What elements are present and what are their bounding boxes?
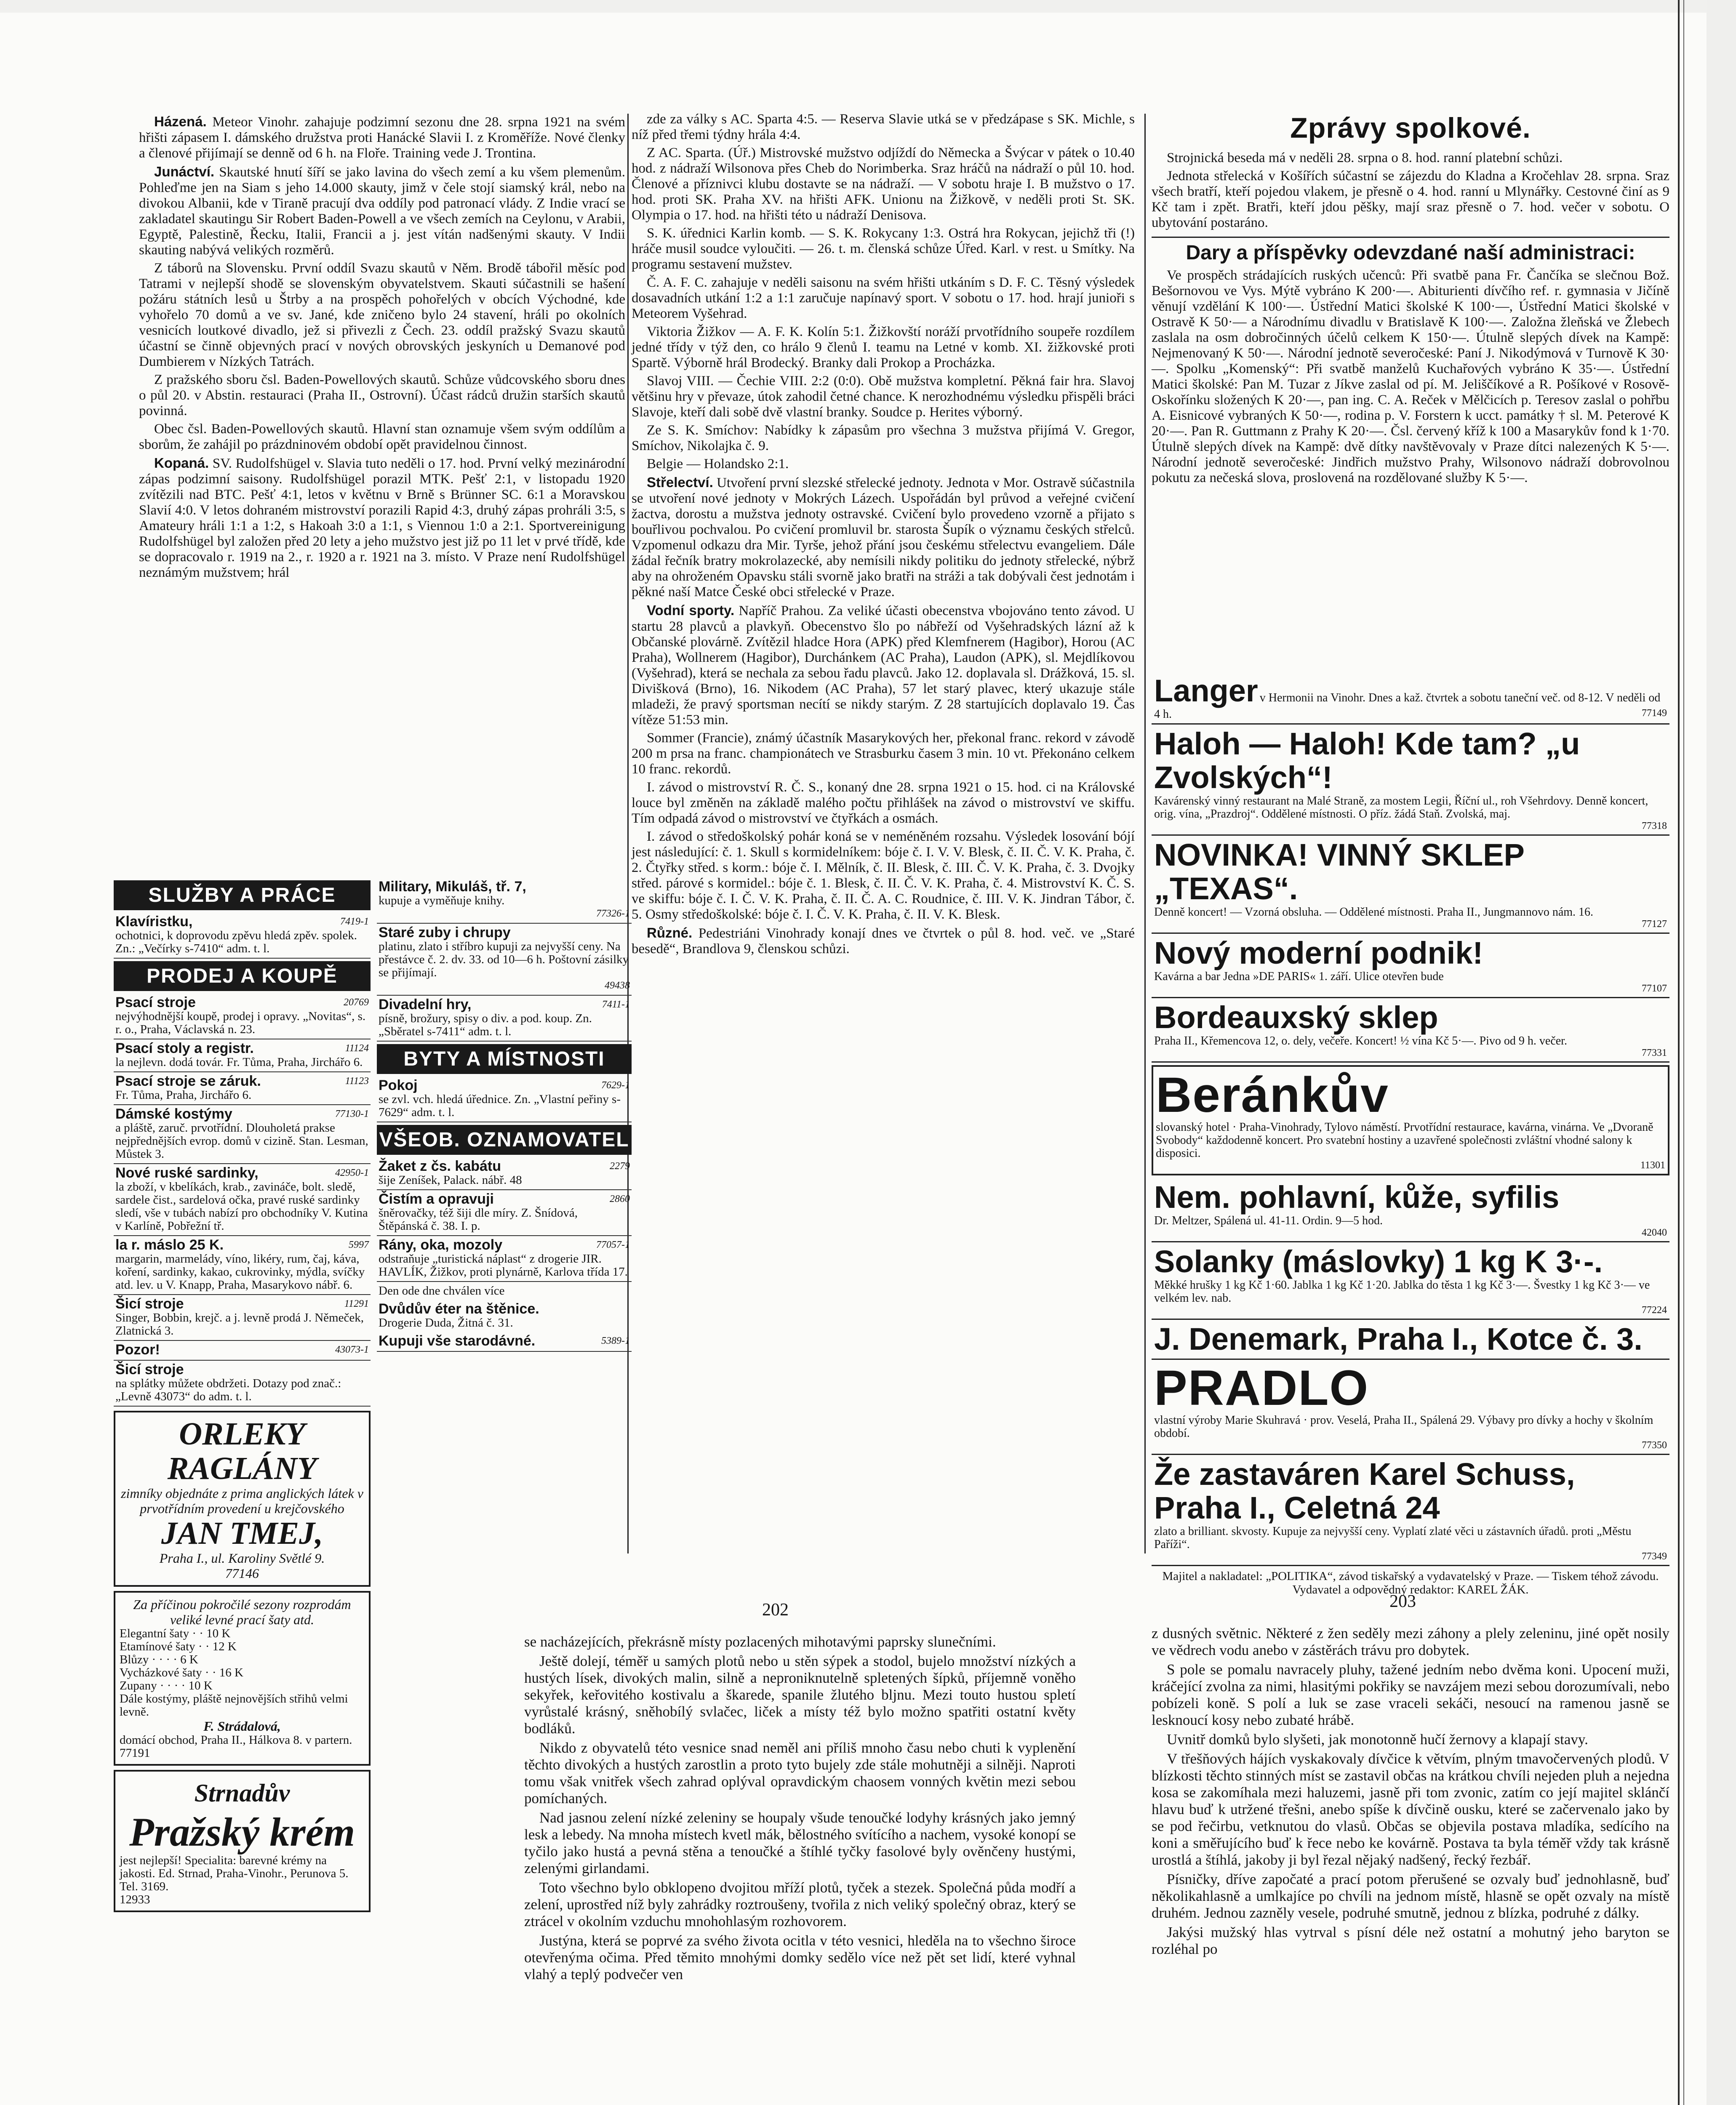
classified-ad: la r. máslo 25 K. 5997 margarin, marmelády, víno, likéry, rum, čaj, káva, koření, sardinky, kakao, cukrovinky, mýdla, svíčky atd. lev. u V. Knapp, Praha, Masarykovo nábř. 6. [114, 1236, 371, 1295]
article-strelectvi: Střelectví. Utvoření první slezské střelecké jednoty. Jednota v Mor. Ostravě súčastnila se utvoření nové jednoty v Mokrých Lázech. Uspořádán byl průvod a veřejné cvičení žactva, dorostu a mužstva jednoty ostravské. Cvičení bylo provedeno vzorně a přijato s bouřlivou pochvalou. Po cvičení promluvil br. starosta Šupík o významu českých střelců. Vzpomenul odkazu dra Mir. Tyrše, jehož přání jsou českému střelectvu evangeliem. Dále žádal řečník bratry mokrolazecké, aby nemísili nikdy politiku do jednoty střelecké, nýbrž aby na ohroženém Opavsku stáli svorně jako bratři na stráži a tak dobývali čest jednotám i pěkné naší Matce České obci střelecké v Praze. [632, 474, 1135, 600]
ad-nem-pohlavni: Nem. pohlavní, kůže, syfilis Dr. Meltzer, Spálená ul. 41-11. Ordin. 9—5 hod. 42040 [1152, 1178, 1669, 1242]
banner-vseob-oznamovatel: VŠEOB. OZNAMOVATEL [377, 1125, 632, 1155]
fold-line-shadow [1683, 0, 1684, 2105]
classified-ad: Psací stoly a registr. 11124 la nejlevn. dodá továr. Fr. Tůma, Praha, Jirchářo 6. [114, 1039, 371, 1072]
section-title-zpravy-spolkove: Zprávy spolkové. [1290, 112, 1531, 144]
article-sparta-reserva: zde za války s AC. Sparta 4:5. — Reserva Slavie utká se v předzápase s SK. Michle, s níž před třemi týdny hrála 4:4. [632, 112, 1135, 142]
scan-edge-right [1707, 0, 1736, 2105]
article-tabory: Z táborů na Slovensku. První oddíl Svazu skautů v Něm. Brodě tábořil měsíc pod Tatrami v nejlepší shodě se slovenským obyvatelstvem. Skauti súčastnili se hašení požáru státních lesů u Štrby a na prospěch pohořelých v obcích Východné, kde vyhořelo 70 domů a ve sv. Jané, kde zničeno bylo 24 stavení, hráli po okolních vesnicích loutkové divadlo, jež si přivezli z Čech. 23. oddíl pražský Svazu skautů účastní se činně objevných prací v nových obrovských jeskyních u Demanové pod Dumbierem v Nízkých Tatrách. [139, 261, 625, 369]
classified-ad: Psací stroje 20769 nejvýhodnější koupě, prodej i opravy. „Novitas“, s. r. o., Praha, Václavská n. 23. [114, 994, 371, 1039]
novel-paragraph: Ještě dolejí, téměř u samých plotů nebo u stěn sýpek a stodol, bujelo množství nízkých a hustých lísek, divokých malin, silně a neproniknutelně spletených šípků, příjemně voněho sekyřek, keřovitého kostivalu a škarede, spanile žlutého bljnu. Mezi touto hustou spletí vyrůstalé krásný, sněhobílý svlačec, liček a místy též bylo možno spatřiti ostatní květy bodláků. [524, 1653, 1076, 1737]
article-kopana: Kopaná. SV. Rudolfshügel v. Slavia tuto neděli o 17. hod. První velký mezinárodní zápas podzimní saisony. Rudolfshügel porazil MTK. Pešť 2:1, v listopadu 1920 zvítězili nad BTC. Pešť 4:1, letos v květnu v Brně s Brünner SC. 6:1 a Moravskou Slavií 4:0. V letos dohraném mistrovství porazili Rapid 4:3, druhý zápas prohráli 3:5, s Amateury hráli 1:1 a 1:2, s Hakoah 3:0 a 1:1, s Viennou 1:0 a 2:1. Sportvereinigung Rudolfshügel byl založen před 20 lety a jeho mužstvo jest již po 11 let v prvé třídě, kde se dopracovalo r. 1919 na 2., r. 1920 a r. 1921 na 3. místo. V Praze není Rudolfshügel neznámým mužstvem; hrál [139, 455, 626, 580]
novel-paragraph: Jakýsi mužský hlas vytrval s písní déle než ostatní a mohutný jeho baryton se rozléhal po [1152, 1924, 1669, 1957]
classified-ad: Military, Mikuláš, tř. 7, kupuje a vyměňuje knihy. 77326-1 [377, 878, 632, 924]
classified-ad: Dámské kostýmy 77130-1 a pláště, zaruč. prvotřídní. Dlouholetá prakse nejpřednějších evrop. domů v cizině. Stan. Lesman, Můstek 3. [114, 1105, 371, 1164]
ad-novy-podnik: Nový moderní podnik! Kavárna a bar Jedna »DE PARIS« 1. září. Ulice otevřen bude 77107 [1152, 934, 1669, 998]
article-ac-sparta: Z AC. Sparta. (Úř.) Mistrovské mužstvo odjíždí do Německa a Švýcar v pátek o 10.40 hod. z nádraží Wilsonova přes Cheb do Norimberka. Sraz hráčů na nádraží o půl 10. hod. Členové a příznivci klubu dostavte se na nádraží. — V sobotu hraje I. B mužstvo o 17. hod. proti SK. Praha XV. na hřišti AFK. Unionu na Žižkově, v neděli proti St. SK. Olympia o 17. hod. na hřišti této u nádraží Denisova. [632, 145, 1135, 223]
club-item: Strojnická beseda má v neděli 28. srpna o 8. hod. ranní platební schůzi. [1167, 150, 1563, 165]
article-hazena: Házená. Meteor Vinohr. zahajuje podzimní sezonu dne 28. srpna 1921 na svém hřišti zápasem I. dámského družstva proti Hanácké Slavii I. z Kroměříže. Nové členky a členové přijímají se denně od 6 h. na Floře. Training vede J. Trontina. [139, 114, 626, 161]
column-sports-1 [139, 114, 625, 871]
ad-bordeauxsky-sklep: Bordeauxský sklep Praha II., Křemencova 12, o. dely, večeře. Koncert! ½ vína Kč 5·—. Pivo od 9 h. večer. 77331 [1152, 998, 1669, 1063]
scan-edge-top [0, 0, 1736, 13]
column-club-news [1152, 112, 1669, 667]
display-ads-column [1152, 671, 1669, 1596]
novel-paragraph: Uvnitř domků bylo slyšeti, jak monotonně hučí žernovy a klapají stavy. [1167, 1731, 1588, 1748]
classified-ad: Den ode dne chválen více [379, 1284, 505, 1298]
novel-paragraph: Toto všechno bylo obklopeno dvojitou mříží plotů, tyček a stezek. Společná půda modří a zelení, uprostřed níž byly zahrádky roztroušeny, tvořila z nich veliký společný obraz, který se ztrácel v okolním vzduchu mnohohlasým rozhovorem. [524, 1879, 1076, 1929]
ad-langer: Langer v Hermonii na Vinohr. Dnes a kaž. čtvrtek a sobotu taneční več. od 8-12. V neděli od 4 h. 77149 [1152, 671, 1669, 725]
novel-paragraph: Justýna, která se poprvé za svého života ocitla v této vesnici, hleděla na to všechno široce otevřenýma očima. Před těmito mnohými domky sedělo více než pět set lidí, které vyhnal vlahý a teplý podvečer ven [524, 1932, 1076, 1982]
column-sports-2 [632, 112, 1135, 1551]
article-sk-smichov: Ze S. K. Smíchov: Nabídky k zápasům pro všechna 3 mužstva přijímá V. Gregor, Smíchov, Nikolajka č. 9. [632, 423, 1135, 453]
banner-byty-a-mistnosti: BYTY A MÍSTNOSTI [377, 1044, 632, 1074]
article-stredoskolsky-pohar: I. závod o středoškolský pohár koná se v neméněném rozsahu. Výsledek losování bójí jest následující: č. 1. Skull s kormidelníkem: bóje č. I. V. V. Blesk, č. II. Č. V. K. Praha, č. 2. Čtyřky střed. s korm.: bóje č. I. Mělník, č. II. Blesk, č. III. Č. V. K. Praha, č. 3. Dvojky střed. párové s kormidel.: bóje č. 1. Blesk, č. II. Č. V. K. Praha, č. 4. Mistrovství K. Č. S. ve skiffu: bóje č. I. Č. V. K. Praha, č. II. Č. A. C. Roudnice, č. III. V. K. Jindran Tábor, č. 5. Osmy středoškolské: bóje č. I. Č. V. K. Praha, č. II. V. K. Blesk. [632, 829, 1135, 922]
article-prazsky-sbor: Z pražského sboru čsl. Baden-Powellových skautů. Schůze vůdcovského sboru dnes o půl 20. v Abstin. restauraci (Praha II., Ostrovní). Účast rádců družin starších skautů povinná. [139, 372, 625, 418]
ad-berankuv: Beránkův slovanský hotel · Praha-Vinohrady, Tylovo náměstí. Prvotřídní restaurace, kavárna, vinárna. Ve „Dvoraně Svobody“ každodenně koncert. Pro svatební hostiny a uzavřené společnosti zvláštní vhodné salony k disposici. 11301 [1152, 1065, 1669, 1175]
article-zavod-mistrovstvi: I. závod o mistrovství R. Č. S., konaný dne 28. srpna 1921 o 15. hod. ci na Královské louce byl změněn na základě malého počtu přihlášek na závod o mistrovství ve skiffu. Tím odpadá závod o mistrovství ve čtyřkách a osmách. [632, 780, 1135, 826]
classified-ad: Čistím a opravuji 2860 šněrovačky, též šiji dle míry. Z. Šnídová, Štěpánská č. 38. I. p. [377, 1190, 632, 1236]
classified-ads-column-a [114, 878, 371, 2105]
ad-texas: NOVINKA! VINNÝ SKLEP „TEXAS“. Denně koncert! — Vzorná obsluha. — Oddělené místnosti. Praha II., Jungmannovo nám. 16. 77127 [1152, 836, 1669, 934]
novel-text-left [524, 1633, 1076, 2105]
classified-ad: Klavíristku, 7419-1 ochotnici, k doprovodu zpěvu hledá zpěv. spolek. Zn.: „Večírky s-7410“ adm. t. l. [114, 913, 371, 959]
novel-paragraph: V třešňových hájích vyskakovaly dívčice k větvím, plným tmavočervených plodů. V blízkosti těchto stinných míst se zastavil občas na krátkou chvíli nejeden pluh a nejedna kosa se zakomíhala mezi haluzemi, jasně při tom zvonic, zatím co její majitel sklánčí hlavu buď k utržené třešni, anebo spíše k dívčině ousku, které se začervenalo jako by se pod řečirbu, vetknutou do vlasů. Občas se objevila postava mladíka, sedícího na koni a směřujícího buď k řece nebo ke kovárně. Postava ta byla téměř vždy tak krásně urostlá a štíhlá, jakoby ji byl řezal nějaký nadšený, řecký řezbář. [1152, 1751, 1669, 1868]
article-sommer: Sommer (Francie), známý účastník Masarykových her, překonal franc. rekord v závodě 200 m prsa na franc. championátech ve Strasburku časem 3 min. 10 vt. Překonáno celkem 10 franc. rekordů. [632, 730, 1135, 777]
article-cafc: Č. A. F. C. zahajuje v neděli saisonu na svém hřišti utkáním s D. F. C. Těsný výsledek dosavadních utkání 1:2 a 1:1 zaručuje napínavý sport. V sobotu o 17. hod. hrají junioři s Meteorem Vyšehrad. [632, 275, 1135, 321]
classified-ad: Šicí stroje 11291 Singer, Bobbin, krejč. a j. levně prodá J. Němeček, Zlatnická 3. [114, 1295, 371, 1341]
novel-paragraph: Nad jasnou zelení nízké zeleniny se houpaly všude tenoučké lodyhy krásných jako jemný lesk a lebedy. Na mnoha místech kvetl mák, bělostného svítícího a nachem, vysoké konopí se tyčilo jako hustá a pevná stěna a tenoučké a štíhlé tyčky fasolové byly ověnčeny hustými, zelenými girlandami. [524, 1809, 1076, 1876]
page-number-left: 202 [762, 1600, 789, 1620]
publisher-imprint: Majitel a nakladatel: „POLITIKA“, závod tiskařský a vydavatelský v Praze. — Tiskem téhož závodu. Vydavatel a odpovědný redaktor: KAREL ŽÁK. [1162, 1569, 1659, 1596]
classified-ad: Dvůdův éter na štěnice. Drogerie Duda, Žitná č. 31. [379, 1301, 539, 1330]
article-slavoj: Slavoj VIII. — Čechie VIII. 2:2 (0:0). Obě mužstva kompletní. Pěkná fair hra. Slavoj většinu hry v převaze, útok zahodil četné chance. K nerozhodnému výsledku přispěli bráci Slavoje, kteří dali sobě dvě vlastní branky. Soudce p. Herites výborný. [632, 373, 1135, 420]
classified-ad: Rány, oka, mozoly 77057-1 odstraňuje „turistická náplast“ z drogerie JIR. HAVLÍK, Žižkov, proti plynárně, Karlova třída 17. [377, 1236, 632, 1282]
novel-paragraph: S pole se pomalu navracely pluhy, tažené jedním nebo dvěma koni. Upocení muži, kráčející zvolna za nimi, hlasitými pokřiky se navzájem mezi sebou dorozumívali, nebo pobízeli koně. S polí a luk se zase vraceli sekáči, nesoucí na ramenou jasně se lesknoucí kosy nebo zubaté hrábě. [1152, 1661, 1669, 1728]
novel-text-right [1152, 1625, 1669, 2105]
article-belgie: Belgie — Holandsko 2:1. [647, 456, 789, 472]
classified-ad: Psací stroje se záruk. 11123 Fr. Tůma, Praha, Jirchářo 6. [114, 1072, 371, 1105]
ad-strnaduv-krem: Strnadův Pražský krém jest nejlepší! Specialita: barevné krémy na jakosti. Ed. Strnad, Praha-Vinohr., Perunova 5. Tel. 3169. 12933 [114, 1770, 371, 1912]
ad-stradalova: Za příčinou pokročilé sezony rozprodám veliké levné prací šaty atd. Elegantní šaty · · 10 K Etamínové šaty · · 12 K Blůzy · · · · 6 K Vycházkové šaty · · 16 K Zupany · · · · 10 K Dále kostýmy, pláště nejnovějších střihů velmi levně. F. Strádalová, domácí obchod, Praha II., Hálkova 8. v partern. 77191 [114, 1591, 371, 1766]
club-item: Jednota střelecká v Košířích súčastní se zájezdu do Kladna a Kročehlav 28. srpna. Sraz všech bratří, kteří pojedou vlakem, je přesně o 4. hod. ranní u Mlynářky. Cestovné činí as 9 Kč tam i zpět. Bratři, kteří jdou pěšky, mají sraz přesně o 7. hod. večer v sobotu. O ubytování postaráno. [1152, 168, 1669, 230]
classified-ad: Pozor! 43073-1 [114, 1341, 371, 1361]
novel-paragraph: z dusných světnic. Některé z žen seděly mezi záhony a plely zeleninu, jiné opět nosily ve vědrech vodu anebo v zástěrách trávu pro dobytek. [1152, 1625, 1669, 1658]
ad-orleky-raglany: ORLEKY RAGLÁNY zimníky objednáte z prima anglických látek v prvotřídním provedení u krejčovského JAN TMEJ, Praha I., ul. Karoliny Světlé 9. 77146 [114, 1411, 371, 1587]
classified-ads-column-b [377, 878, 632, 1606]
classified-ad: Divadelní hry, 7411-1 písně, brožury, spisy o div. a pod. koup. Zn. „Sběratel s-7411“ adm. t. l. [377, 996, 632, 1042]
banner-prodej-a-koupe: PRODEJ A KOUPĚ [114, 961, 371, 991]
article-vodni-sporty: Vodní sporty. Napříč Prahou. Za veliké účasti obecenstva vbojováno tento závod. U startu 28 plavců a plavkyň. Obecenstvo šlo po nábřeží od Vyšehradských lázní až k Občanské plovárně. Zvítězil hladce Hora (APK) před Klemfnerem (Hagibor), Horou (AC Praha), Wollnerem (Hagibor), Durchánkem (AC Praha), Laudon (APK), sl. Mejdlíkovou (Vyšehrad), která se nechala za sebou řadu plavců. Jako 12. doplavala sl. Drážková, 15. sl. Divišková (Brno), 16. Nikodem (AC Praha), 57 let starý plavec, který ukazuje stále mladeži, že pravý sportsman necítí se nikdy starým. Z 28 startujících doplavalo 19. Čas vítěze 51:53 min. [632, 602, 1135, 727]
fold-line [1678, 0, 1680, 2105]
article-ruzne: Různé. Pedestriáni Vinohrady konají dnes ve čtvrtek o půl 8. hod. več. ve „Staré besedě“, Brandlova 9, členskou schůzi. [632, 925, 1135, 957]
article-junactvi: Junáctví. Skautské hnutí šíří se jako lavina do všech zemí a ku všem plemenům. Pohleďme jen na Siam s jeho 14.000 skauty, jimž v čele stojí siamský král, nebo na divokou Albanii, kde v Tiraně pracují dva oddíly pod patronací vlády. Z Indie vrací se zakladatel skautingu Sir Robert Baden-Powell a ve všech zemích na Ceylonu, v Arabii, Egyptě, Palestině, Řecku, Italii, Francii a j. jest vítán nadšenými skauty. V Indii skauting nabývá velikých rozměrů. [139, 164, 625, 258]
ad-pradlo: PRADLO vlastní výroby Marie Skuhravá · prov. Veselá, Praha II., Spálená 29. Výbavy pro dívky a hochy v školním období. 77350 [1152, 1360, 1669, 1455]
classified-ad: Staré zuby i chrupy platinu, zlato i stříbro kupuji za nejvyšší ceny. Na přestávce č. 2. dv. 33. od 10—6 h. Poštovní zásilky se přijímají. 49438 [377, 924, 632, 996]
classified-ad: Nové ruské sardinky, 42950-1 la zboží, v kbelíkách, krab., zavináče, bolt. sledě, sardele čist., sardelová očka, pravé ruské sardinky sledí, vše v tubách nabízí pro obchodníky V. Kutina v Karlíně, Pobřežní tř. [114, 1164, 371, 1236]
novel-paragraph: Nikdo z obyvatelů této vesnice snad neměl ani příliš mnoho času nebo chuti k vyplenění těchto divokých a hustých zarostlin a proto tyto bujely zde stále mohutněji a silněji. Naproti tomu však vnitřek všech zahrad oplýval opravdickým chaosem vonných květin mezi sebou pomíchaných. [524, 1740, 1076, 1807]
column-rule [1144, 114, 1146, 1553]
article-obec-skautu: Obec čsl. Baden-Powellových skautů. Hlavní stan oznamuje všem svým oddílům a sborům, že zahájil po prázdninovém období opět pravidelnou činnost. [139, 421, 625, 452]
article-viktoria-zizkov: Viktoria Žižkov — A. F. K. Kolín 5:1. Žižkovští noráží prvotřídního soupeře rozdílem jedné třídy v týž den, co hrálo 9 členů I. teamu na Letné v komb. XI. žižkovské proti Spartě. Výborně hrál Brodecký. Branky dali Prokop a Procházka. [632, 324, 1135, 370]
section-title-dary: Dary a příspěvky odevzdané naší administraci: [1152, 237, 1669, 264]
ad-zvolskych: Haloh — Haloh! Kde tam? „u Zvolských“! Kavárenský vinný restaurant na Malé Straně, za mostem Legii, Říční ul., roh Všehrdovy. Denně koncert, orig. vína, „Prazdroj“. Oddělené místnosti. O příz. žádá Staň. Zvolská, maj. 77318 [1152, 725, 1669, 836]
novel-paragraph: Písničky, dříve započaté a prací potom přerušené se ozvaly buď jednohlasně, buď několikahlasně a umlkajíce po chvíli na jednom místě, hlasně se opět ozvaly na místě druhém. Jednou zazněly vesele, podruhé smutně, jednou z blízka, podruhé z dálky. [1152, 1871, 1669, 1921]
classified-ad: Žaket z čs. kabátu 2279 šije Zeníšek, Palack. nábř. 48 [377, 1157, 632, 1190]
ad-denemark: J. Denemark, Praha I., Kotce č. 3. [1152, 1320, 1669, 1360]
classified-ad: Pokoj 7629-1 se zvl. vch. hledá úřednice. Zn. „Vlastní peřiny s-7629“ adm. t. l. [377, 1076, 632, 1122]
classified-ad: Kupuji vše starodávné. 5389-1 [377, 1332, 632, 1352]
ad-zastavaren: Že zastaváren Karel Schuss, Praha I., Celetná 24 zlato a brilliant. skvosty. Kupuje za nejvyšší ceny. Vyplatí zlaté věci u zástavních úřadů. proti „Městu Paříži“. 77349 [1152, 1455, 1669, 1566]
ad-solanky: Solanky (máslovky) 1 kg K 3·-. Měkké hrušky 1 kg Kč 1·60. Jablka 1 kg Kč 1·20. Jablka do těsta 1 kg Kč 3·—. Švestky 1 kg Kč 3·— ve velkém lev. nab. 77224 [1152, 1242, 1669, 1320]
donation-text: Ve prospěch strádajících ruských učenců: Při svatbě pana Fr. Čančíka se slečnou Bož. Bešornovou ve Vys. Mýtě vybráno K 200·—. Abiturienti dívčího ref. r. gymnasia v Jičíně věnují vzdělání K 100·—. Ústřední Matici školské K 100·—, Ústřední Matici školské v Ostravě K 50·— a Národnímu divadlu v Bratislavě K 100·—. Založna žleňská ve Žlebech zaslala na osm dobročinných účelů celkem K 150·—. Útulně slepých dívek na Kampě: Nejmenovaný K 50·—. Národní jednotě severočeské: Paní J. Nikodýmová v Turnově K 30·—. Spolku „Komenský“: Při svatbě manželů Kuchařových vybráno K 35·—. Ústřední Matici školské: Pan M. Tuzar z Jíkve zaslal od pí. M. Jeliščíkové a R. Pošíkové v Rosově-Oskořínku složených K 20·—, pan ing. C. A. Reček v Mělčicích p. Teresov zaslal o pohřbu A. Eisnicové vybraných K 50·—, rodina p. V. Forstern k ucct. památky † sl. M. Peterové K 20·—. Pan R. Guttmann z Prahy K 20·—. Čsl. červený kříž k 100 a Masarykův fond k 1·70. Útulně slepých dívek na Kampě: dvě dítky navštěvovaly v Praze dítci nalezených K 5·—. Národní jednotě severočeské: Jindřich mužstvo Prahy, Wilsonovo nádraží dobrovolnou pokutu za nečeská slova, proslovená na rozdělované služby K 5·—. [1152, 268, 1669, 485]
page-number-right: 203 [1389, 1592, 1416, 1611]
novel-paragraph: se nacházejících, překrásně místy pozlacených mihotavými paprsky slunečními. [524, 1633, 996, 1650]
banner-sluzby-a-prace: SLUŽBY A PRÁCE [114, 880, 371, 910]
classified-ad: Šicí stroje na splátky můžete obdržeti. Dotazy pod znač.: „Levně 43073“ do adm. t. l. [114, 1361, 371, 1407]
article-sk-urednici: S. K. úřednici Karlin komb. — S. K. Rokycany 1:3. Ostrá hra Rokycan, jejichž tři (!) hráče musil soudce vyloučiti. — 26. t. m. členská schůze Úřed. Karl. v rest. u Smítky. Na programu sestavení mužstev. [632, 226, 1135, 272]
